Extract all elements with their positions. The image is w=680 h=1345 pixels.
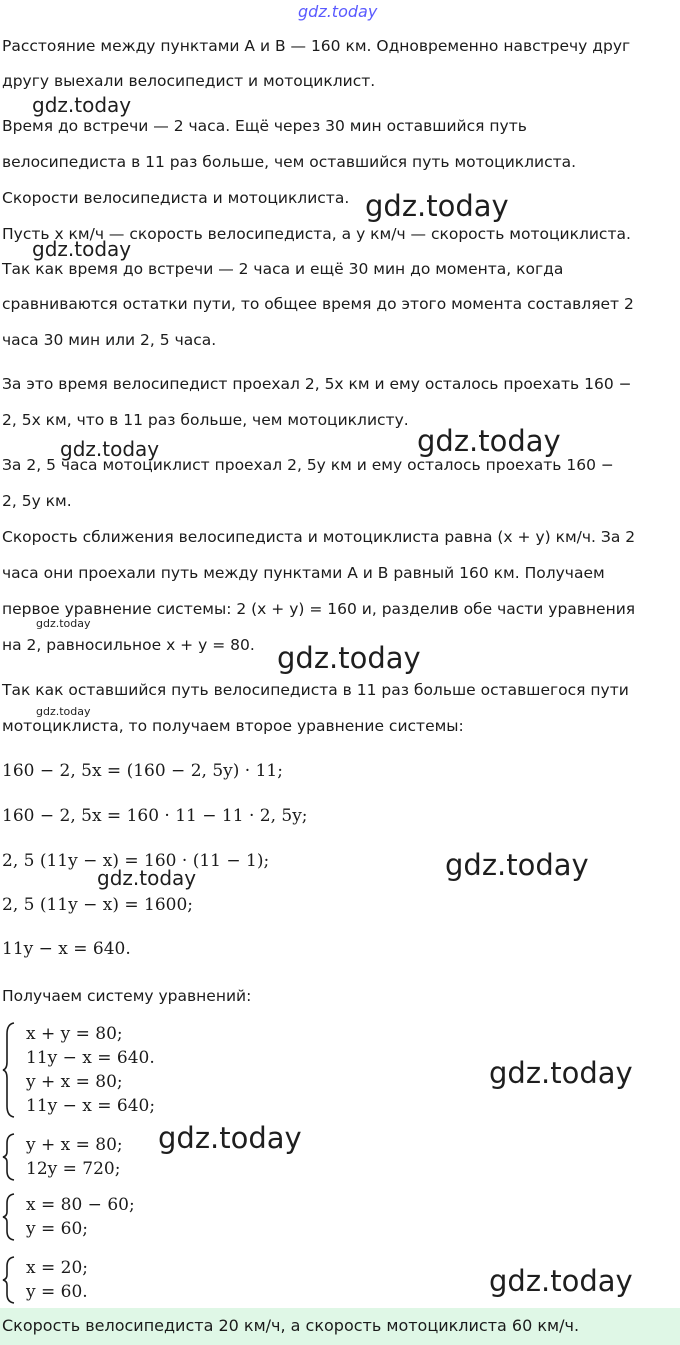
system-3-row: y = 60;	[26, 1219, 89, 1239]
problem-line-3: Время до встречи — 2 часа. Ещё через 30 мин оставшийся путь	[2, 117, 527, 135]
watermark: gdz.today	[97, 866, 197, 890]
watermark: gdz.today	[277, 641, 421, 675]
solution-line-3: сравниваются остатки пути, то общее время до этого момента составляет 2	[2, 295, 634, 313]
solution-line-6: 2, 5x км, что в 11 раз больше, чем мотоциклисту.	[2, 411, 409, 429]
watermark: gdz.today	[365, 189, 509, 223]
answer-panel	[0, 1308, 680, 1345]
watermark: gdz.today	[489, 1056, 633, 1090]
system-2-row: 12y = 720;	[26, 1159, 121, 1179]
watermark: gdz.today	[158, 1121, 302, 1155]
watermark: gdz.today	[445, 848, 589, 882]
solution-line-14: мотоциклиста, то получаем второе уравнение системы:	[2, 717, 464, 735]
solution-line-7: За 2, 5 часа мотоциклист проехал 2, 5y км и ему осталось проехать 160 −	[2, 456, 614, 474]
watermark: gdz.today	[417, 424, 561, 458]
left-brace-icon	[2, 1133, 16, 1181]
solution-line-4: часа 30 мин или 2, 5 часа.	[2, 331, 217, 349]
problem-line-1: Расстояние между пунктами A и B — 160 км. Одновременно навстречу друг	[2, 37, 631, 55]
solution-line-8: 2, 5y км.	[2, 492, 72, 510]
equation-1: 160 − 2, 5x = (160 − 2, 5y) · 11;	[2, 761, 283, 781]
left-brace-icon	[2, 1022, 16, 1118]
system-1-row: y + x = 80;	[26, 1072, 123, 1092]
solution-line-1: Пусть x км/ч — скорость велосипедиста, а y км/ч — скорость мотоциклиста.	[2, 225, 631, 243]
problem-line-5: Скорости велосипедиста и мотоциклиста.	[2, 189, 350, 207]
left-brace-icon	[2, 1193, 16, 1241]
problem-line-2: другу выехали велосипедист и мотоциклист.	[2, 72, 376, 90]
system-intro: Получаем систему уравнений:	[2, 987, 252, 1005]
solution-line-10: часа они проехали путь между пунктами A и B равный 160 км. Получаем	[2, 564, 605, 582]
watermark: gdz.today	[489, 1264, 633, 1298]
solution-line-9: Скорость сближения велосипедиста и мотоциклиста равна (x + y) км/ч. За 2	[2, 528, 636, 546]
equation-4: 2, 5 (11y − x) = 1600;	[2, 895, 194, 915]
equation-3: 2, 5 (11y − x) = 160 · (11 − 1);	[2, 851, 270, 871]
system-1-row: x + y = 80;	[26, 1024, 123, 1044]
system-3-row: x = 80 − 60;	[26, 1195, 135, 1215]
solution-line-12: на 2, равносильное x + y = 80.	[2, 636, 255, 654]
solution-line-5: За это время велосипедист проехал 2, 5x км и ему осталось проехать 160 −	[2, 375, 632, 393]
system-1-row: 11y − x = 640;	[26, 1096, 156, 1116]
left-brace-icon	[2, 1256, 16, 1304]
watermark-top: gdz.today	[298, 2, 378, 21]
system-4-row: x = 20;	[26, 1258, 88, 1278]
system-4-row: y = 60.	[26, 1282, 88, 1302]
answer-text: Скорость велосипедиста 20 км/ч, а скорость мотоциклиста 60 км/ч.	[2, 1316, 580, 1335]
equation-5: 11y − x = 640.	[2, 939, 131, 959]
equation-2: 160 − 2, 5x = 160 · 11 − 11 · 2, 5y;	[2, 806, 308, 826]
solution-line-11: первое уравнение системы: 2 (x + y) = 160 и, разделив обе части уравнения	[2, 600, 636, 618]
solution-line-13: Так как оставшийся путь велосипедиста в 11 раз больше оставшегося пути	[2, 681, 629, 699]
problem-line-4: велосипедиста в 11 раз больше, чем оставшийся путь мотоциклиста.	[2, 153, 577, 171]
system-2-row: y + x = 80;	[26, 1135, 123, 1155]
watermark: gdz.today	[36, 617, 91, 630]
watermark: gdz.today	[32, 237, 132, 261]
watermark: gdz.today	[32, 93, 132, 117]
watermark: gdz.today	[36, 705, 91, 718]
watermark: gdz.today	[60, 437, 160, 461]
solution-line-2: Так как время до встречи — 2 часа и ещё 30 мин до момента, когда	[2, 260, 564, 278]
system-1-row: 11y − x = 640.	[26, 1048, 155, 1068]
